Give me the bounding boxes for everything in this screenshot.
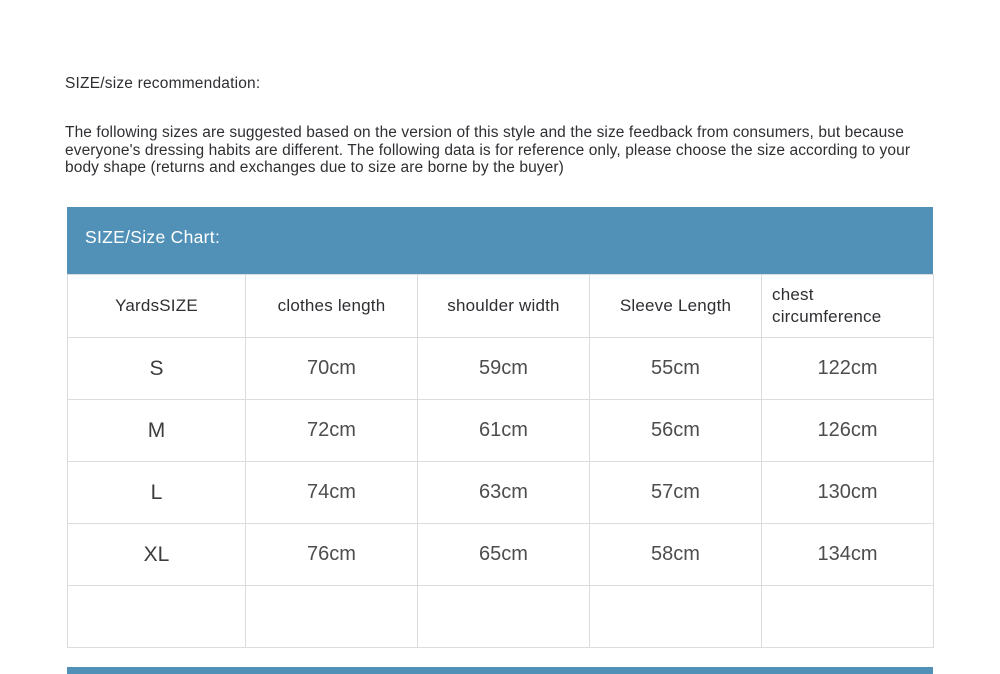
header-cell-clothes-length: clothes length (246, 275, 418, 338)
value-cell: 74cm (246, 462, 418, 524)
value-cell: 61cm (418, 400, 590, 462)
value-cell: 55cm (590, 338, 762, 400)
size-chart-header-bar (67, 207, 933, 274)
table-row-s (68, 338, 934, 400)
table-row-l (68, 462, 934, 524)
header-cell-chest-circumference: chest circumference (762, 275, 934, 338)
size-chart-title: SIZE/Size Chart: (85, 227, 221, 247)
value-cell: 57cm (590, 462, 762, 524)
size-cell: L (68, 462, 246, 524)
value-cell (590, 586, 762, 648)
value-cell: 134cm (762, 524, 934, 586)
value-cell: 65cm (418, 524, 590, 586)
next-section-accent-bar (67, 667, 933, 674)
value-cell (762, 586, 934, 648)
size-cell: S (68, 338, 246, 400)
value-cell: 56cm (590, 400, 762, 462)
table-row-empty (68, 586, 934, 648)
size-disclaimer-text: The following sizes are suggested based on the version of this style and the size feedback from consumers, but because everyone's dressing habits are different. The following data is for reference only, please choose the size according to your body shape (returns and exchanges due to size are borne by the buyer) (65, 124, 911, 176)
header-cell-shoulder-width: shoulder width (418, 275, 590, 338)
value-cell: 122cm (762, 338, 934, 400)
value-cell: 70cm (246, 338, 418, 400)
size-chart-section (67, 207, 933, 648)
table-row-m (68, 400, 934, 462)
size-cell: XL (68, 524, 246, 586)
table-row-xl (68, 524, 934, 586)
value-cell: 126cm (762, 400, 934, 462)
size-cell (68, 586, 246, 648)
header-cell-yards-size: YardsSIZE (68, 275, 246, 338)
page-title: SIZE/size recommendation: (65, 75, 261, 92)
value-cell (246, 586, 418, 648)
size-chart-table (67, 274, 934, 648)
value-cell: 72cm (246, 400, 418, 462)
value-cell: 59cm (418, 338, 590, 400)
header-cell-sleeve-length: Sleeve Length (590, 275, 762, 338)
value-cell (418, 586, 590, 648)
value-cell: 58cm (590, 524, 762, 586)
value-cell: 63cm (418, 462, 590, 524)
value-cell: 76cm (246, 524, 418, 586)
value-cell: 130cm (762, 462, 934, 524)
table-header-row (68, 275, 934, 338)
size-cell: M (68, 400, 246, 462)
